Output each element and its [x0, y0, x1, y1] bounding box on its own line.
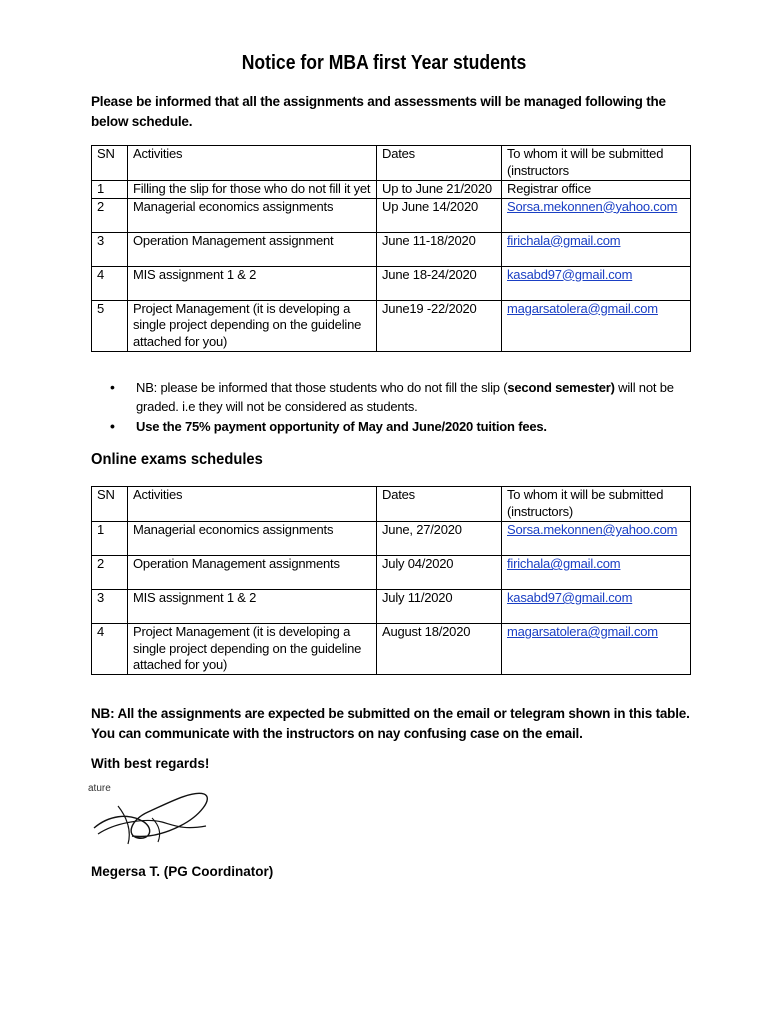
- exam-schedule-table: [91, 486, 691, 675]
- intro-text: Please be informed that all the assignments and assessments will be managed following the below schedule.: [91, 94, 666, 129]
- activity-cell: MIS assignment 1 & 2: [128, 590, 377, 624]
- date-cell: August 18/2020: [377, 624, 502, 675]
- signer-name: Megersa T. (PG Coordinator): [91, 864, 274, 879]
- table-row: [92, 300, 691, 351]
- activity-cell: MIS assignment 1 & 2: [128, 266, 377, 300]
- notes-list: [110, 378, 690, 437]
- exam-section-heading: Online exams schedules: [91, 451, 263, 468]
- table-row: [92, 232, 691, 266]
- sn-cell: 2: [92, 198, 128, 232]
- date-cell: June 11-18/2020: [377, 232, 502, 266]
- note-item-payment: [110, 417, 690, 436]
- assignment-schedule-table: [91, 145, 691, 352]
- sn-cell: 3: [92, 590, 128, 624]
- svg-text:ature: ature: [88, 783, 111, 794]
- column-header: To whom it will be submitted (instructors): [502, 487, 691, 522]
- email-link[interactable]: Sorsa.mekonnen@yahoo.com: [507, 198, 678, 214]
- date-cell: June, 27/2020: [377, 522, 502, 556]
- note-payment-text: Use the 75% payment opportunity of May and June/2020 tuition fees.: [136, 419, 547, 434]
- closing-regards: With best regards!: [91, 756, 210, 771]
- sn-cell: 3: [92, 232, 128, 266]
- bullet-icon: •: [110, 379, 115, 395]
- column-header: SN: [92, 487, 128, 522]
- email-link[interactable]: Sorsa.mekonnen@yahoo.com: [507, 522, 678, 537]
- table-row: [92, 198, 691, 232]
- sn-cell: 1: [92, 522, 128, 556]
- sn-cell: 4: [92, 266, 128, 300]
- footer-note: NB: All the assignments are expected be submitted on the email or telegram shown in this table. You can communicate with the instructors on nay confusing case on the email.: [91, 706, 690, 741]
- activity-cell: Filling the slip for those who do not fill it yet: [128, 181, 377, 199]
- column-header: Dates: [377, 487, 502, 522]
- submit-to-cell: [502, 232, 691, 266]
- email-link[interactable]: firichala@gmail.com: [507, 556, 621, 571]
- date-cell: Up to June 21/2020: [377, 181, 502, 199]
- table-row: [92, 590, 691, 624]
- page-title: Notice for MBA first Year students: [241, 52, 527, 74]
- submit-to-cell: [502, 198, 691, 232]
- table-row: [92, 181, 691, 199]
- table-row: [92, 522, 691, 556]
- email-link[interactable]: kasabd97@gmail.com: [507, 590, 633, 605]
- date-cell: June19 -22/2020: [377, 300, 502, 351]
- table-row: [92, 624, 691, 675]
- submit-to-cell: [502, 300, 691, 351]
- submit-to-cell: [502, 624, 691, 675]
- activity-cell: Operation Management assignment: [128, 232, 377, 266]
- bullet-icon: •: [110, 418, 115, 434]
- column-header: Dates: [377, 146, 502, 181]
- sn-cell: 4: [92, 624, 128, 675]
- date-cell: July 11/2020: [377, 590, 502, 624]
- submit-to-cell: Registrar office: [502, 181, 691, 199]
- activity-cell: Managerial economics assignments: [128, 198, 377, 232]
- submit-to-cell: [502, 266, 691, 300]
- column-header: Activities: [128, 146, 377, 181]
- activity-cell: Project Management (it is developing a single project depending on the guideline attached for you): [128, 624, 377, 675]
- signature-image: [88, 782, 218, 857]
- column-header: To whom it will be submitted (instructors: [502, 146, 691, 181]
- table-header-row: [92, 146, 691, 181]
- email-link[interactable]: kasabd97@gmail.com: [507, 266, 633, 282]
- table-header-row: [92, 487, 691, 522]
- date-cell: Up June 14/2020: [377, 198, 502, 232]
- table-row: [92, 556, 691, 590]
- date-cell: June 18-24/2020: [377, 266, 502, 300]
- column-header: Activities: [128, 487, 377, 522]
- table-row: [92, 266, 691, 300]
- activity-cell: Managerial economics assignments: [128, 522, 377, 556]
- submit-to-cell: [502, 590, 691, 624]
- sn-cell: 5: [92, 300, 128, 351]
- email-link[interactable]: firichala@gmail.com: [507, 232, 621, 248]
- note-slip-text: NB: please be informed that those students who do not fill the slip (second semester) will not be graded. i.e they will not be considered as students.: [136, 380, 674, 414]
- email-link[interactable]: magarsatolera@gmail.com: [507, 300, 658, 316]
- sn-cell: 1: [92, 181, 128, 199]
- column-header: SN: [92, 146, 128, 181]
- activity-cell: Project Management (it is developing a single project depending on the guideline attached for you): [128, 300, 377, 351]
- email-link[interactable]: magarsatolera@gmail.com: [507, 624, 658, 639]
- activity-cell: Operation Management assignments: [128, 556, 377, 590]
- date-cell: July 04/2020: [377, 556, 502, 590]
- sn-cell: 2: [92, 556, 128, 590]
- note-item-slip: [110, 378, 690, 416]
- submit-to-cell: [502, 522, 691, 556]
- submit-to-cell: [502, 556, 691, 590]
